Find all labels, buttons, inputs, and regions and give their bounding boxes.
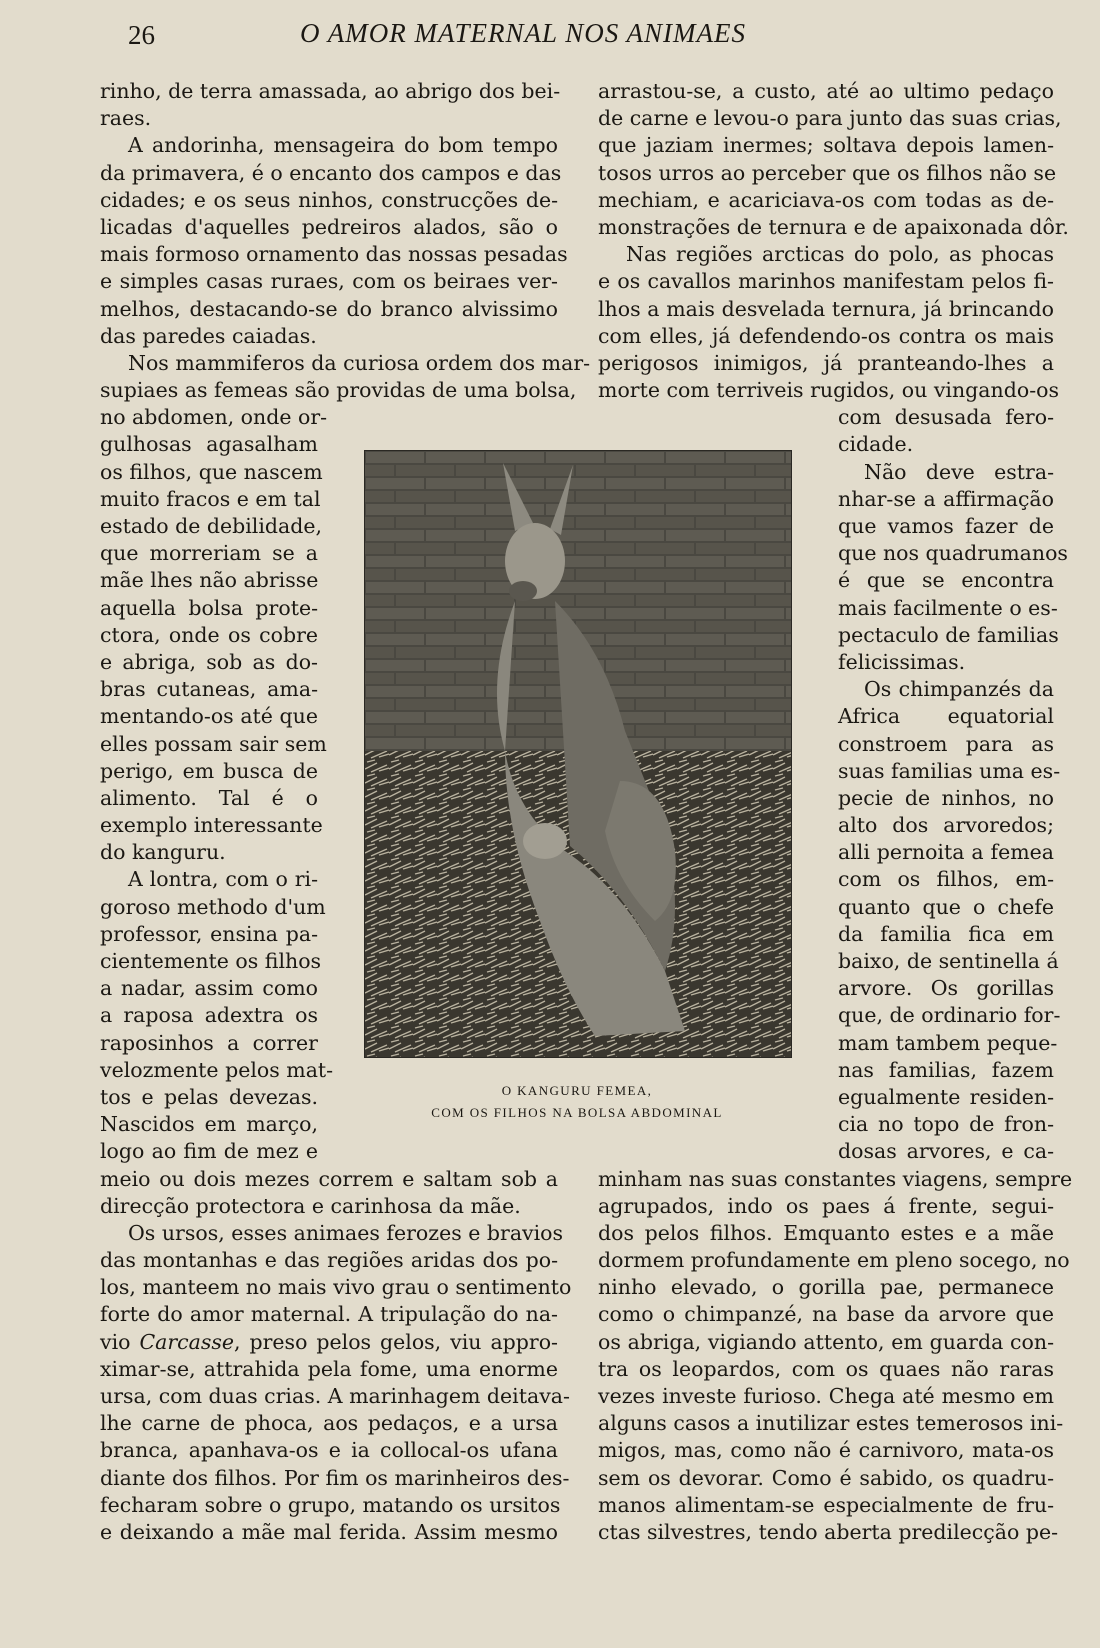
- text-line: cia no topo de fron-: [838, 1112, 1054, 1137]
- text-line: com elles, já defendendo-os contra os mais: [598, 323, 1054, 348]
- text-line: gulhosas agasalham: [100, 432, 318, 457]
- text-line: aquella bolsa prote-: [100, 595, 318, 620]
- text-line: Nas regiões arcticas do polo, as phocas: [626, 242, 1054, 267]
- text-line: pecie de ninhos, no: [838, 785, 1054, 810]
- text-line: muito fracos e em tal: [100, 486, 321, 511]
- text-line: Os chimpanzés da: [864, 677, 1054, 702]
- text-line: baixo, de sentinella á: [838, 949, 1059, 973]
- text-line: mais formoso ornamento das nossas pesadas: [100, 242, 568, 267]
- text-line: velozmente pelos mat-: [100, 1057, 334, 1082]
- text-line: e simples casas ruraes, com os beiraes ver-: [100, 269, 558, 294]
- text-line: que jaziam inermes; soltava depois lamen-: [598, 133, 1054, 158]
- text-line: manos alimentam-se especialmente de fru-: [598, 1492, 1054, 1517]
- text-line: da familia fica em: [838, 921, 1054, 946]
- text-line: Os ursos, esses animaes ferozes e bravios: [128, 1220, 564, 1245]
- text-line: alli pernoita a femea: [838, 840, 1054, 865]
- text-line: de carne e levou-o para junto das suas crias,: [598, 106, 1062, 131]
- figure-caption: [364, 1080, 790, 1124]
- text-line: ursa, com duas crias. A marinhagem deitava-: [100, 1384, 570, 1408]
- text-line: e abriga, sob as do-: [100, 649, 318, 674]
- text-line: perigo, em busca de: [100, 758, 318, 783]
- text-line: Nascidos em março,: [100, 1112, 318, 1137]
- text-line: monstrações de ternura e de apaixonada dôr.: [598, 214, 1069, 239]
- text-line: Nos mammiferos da curiosa ordem dos mar-: [128, 350, 591, 375]
- page-number: 26: [128, 20, 155, 50]
- text-line: Africa equatorial: [838, 704, 1054, 729]
- text-line: nhar-se a affirmação: [838, 486, 1054, 511]
- text-line: que nos quadrumanos: [838, 541, 1068, 566]
- text-line: vezes investe furioso. Chega até mesmo em: [598, 1384, 1054, 1408]
- text-line: morte com terriveis rugidos, ou vingando-os: [598, 378, 1059, 403]
- text-line: elles possam sair sem: [100, 731, 327, 756]
- text-line: professor, ensina pa-: [100, 921, 318, 946]
- text-line: a nadar, assim como: [100, 976, 318, 1001]
- text-line: do kanguru.: [100, 840, 226, 865]
- text-line: dormem profundamente em pleno socego, no: [598, 1248, 1070, 1273]
- text-line: no abdomen, onde or-: [100, 405, 328, 430]
- text-line: logo ao fim de mez e: [100, 1139, 318, 1164]
- text-line: meio ou dois mezes correm e saltam sob a: [100, 1166, 558, 1191]
- text-line: a raposa adextra os: [100, 1003, 318, 1028]
- text-line: com desusada fero-: [838, 405, 1054, 430]
- text-line: Não deve estra-: [864, 459, 1054, 484]
- text-line: tosos urros ao perceber que os filhos não se: [598, 160, 1057, 185]
- text-line: rinho, de terra amassada, ao abrigo dos bei-: [100, 79, 561, 103]
- text-line: felicissimas.: [838, 649, 966, 674]
- text-line: migos, mas, como não é carnivoro, mata-os: [598, 1438, 1054, 1463]
- text-line: tra os leopardos, com os quaes não raras: [598, 1356, 1054, 1381]
- text-line: os filhos, que nascem: [100, 459, 323, 484]
- text-line: goroso methodo d'um: [100, 894, 326, 919]
- text-line: sem os devorar. Como é sabido, os quadru-: [598, 1465, 1054, 1490]
- text-line: mentando-os até que: [100, 704, 318, 729]
- text-line: e os cavallos marinhos manifestam pelos fi-: [598, 269, 1054, 294]
- text-line: das montanhas e das regiões aridas dos po-: [100, 1248, 558, 1273]
- text-line: perigosos inimigos, já pranteando-lhes a: [598, 350, 1054, 375]
- text-line: é que se encontra: [838, 568, 1054, 593]
- text-line: mãe lhes não abrisse: [100, 568, 319, 593]
- text-line: fecharam sobre o grupo, matando os ursitos: [100, 1492, 561, 1517]
- text-line: quanto que o chefe: [838, 894, 1054, 919]
- text-line: cidade.: [838, 432, 914, 457]
- text-line: arvore. Os gorillas: [838, 976, 1054, 1001]
- text-line: constroem para as: [838, 731, 1054, 756]
- text-line: dosas arvores, e ca-: [838, 1139, 1054, 1164]
- caption-line-2: COM OS FILHOS NA BOLSA ABDOMINAL: [431, 1105, 723, 1120]
- text-line: que, de ordinario for-: [838, 1003, 1061, 1028]
- text-line: da primavera, é o encanto dos campos e das: [100, 160, 562, 185]
- text-line: diante dos filhos. Por fim os marinheiros des-: [100, 1465, 570, 1490]
- caption-line-1: O KANGURU FEMEA,: [501, 1083, 653, 1098]
- text-line: mam tambem peque-: [838, 1030, 1058, 1055]
- text-line: e deixando a mãe mal ferida. Assim mesmo: [100, 1519, 558, 1544]
- text-line: alto dos arvoredos;: [838, 813, 1054, 838]
- text-line: licadas d'aquelles pedreiros alados, são o: [100, 214, 558, 239]
- text-line: que morreriam se a: [100, 541, 318, 566]
- text-line: estado de debilidade,: [100, 514, 323, 538]
- text-line: cidades; e os seus ninhos, construcções de-: [100, 187, 558, 212]
- text-line: raes.: [100, 106, 152, 131]
- text-line: suas familias uma es-: [838, 758, 1061, 783]
- text-line: cientemente os filhos: [100, 949, 322, 973]
- text-line: direcção protectora e carinhosa da mãe.: [100, 1193, 521, 1218]
- text-line: pectaculo de familias: [838, 622, 1059, 647]
- text-line: com os filhos, em-: [838, 867, 1054, 892]
- text-line: das paredes caiadas.: [100, 323, 317, 348]
- text-line: vio Carcasse, preso pelos gelos, viu appro-: [100, 1329, 558, 1354]
- running-title: O AMOR MATERNAL NOS ANIMAES: [300, 18, 746, 48]
- text-line: exemplo interessante: [100, 813, 323, 838]
- text-line: minham nas suas constantes viagens, sempre: [598, 1166, 1073, 1191]
- text-line: forte do amor maternal. A tripulação do na-: [100, 1302, 558, 1327]
- text-line: dos pelos filhos. Emquanto estes e a mãe: [598, 1220, 1054, 1245]
- kangaroo-photograph: [364, 450, 792, 1058]
- text-line: os abriga, vigiando attento, em guarda con-: [598, 1329, 1054, 1354]
- text-line: ximar-se, attrahida pela fome, uma enorme: [100, 1356, 558, 1381]
- text-line: A lontra, com o ri-: [128, 867, 318, 892]
- text-line: lhe carne de phoca, aos pedaços, e a ursa: [100, 1411, 558, 1436]
- text-line: ctora, onde os cobre: [100, 622, 318, 647]
- text-line: raposinhos a correr: [100, 1030, 318, 1055]
- text-line: que vamos fazer de: [838, 514, 1054, 538]
- text-line: ctas silvestres, tendo aberta predilecção pe-: [598, 1519, 1059, 1544]
- text-line: lhos a mais desvelada ternura, já brincando: [598, 296, 1054, 321]
- text-line: agrupados, indo os paes á frente, segui-: [598, 1193, 1054, 1218]
- text-line: alguns casos a inutilizar estes temerosos ini-: [598, 1411, 1064, 1436]
- text-line: tos e pelas devezas.: [100, 1084, 318, 1109]
- text-line: branca, apanhava-os e ia collocal-os ufana: [100, 1438, 558, 1463]
- text-line: alimento. Tal é o: [100, 785, 318, 810]
- text-line: melhos, destacando-se do branco alvissimo: [100, 296, 558, 321]
- text-line: mechiam, e acariciava-os com todas as de-: [598, 187, 1054, 212]
- text-line: como o chimpanzé, na base da arvore que: [598, 1302, 1054, 1327]
- text-line: egualmente residen-: [838, 1084, 1054, 1109]
- text-line: bras cutaneas, ama-: [100, 677, 318, 702]
- text-line: mais facilmente o es-: [838, 595, 1058, 620]
- text-line: nas familias, fazem: [838, 1057, 1054, 1082]
- text-line: los, manteem no mais vivo grau o sentimento: [100, 1275, 572, 1300]
- text-line: arrastou-se, a custo, até ao ultimo pedaço: [598, 79, 1054, 103]
- text-line: supiaes as femeas são providas de uma bolsa,: [100, 378, 577, 403]
- text-line: ninho elevado, o gorilla pae, permanece: [598, 1275, 1054, 1300]
- text-line: A andorinha, mensageira do bom tempo: [128, 133, 558, 158]
